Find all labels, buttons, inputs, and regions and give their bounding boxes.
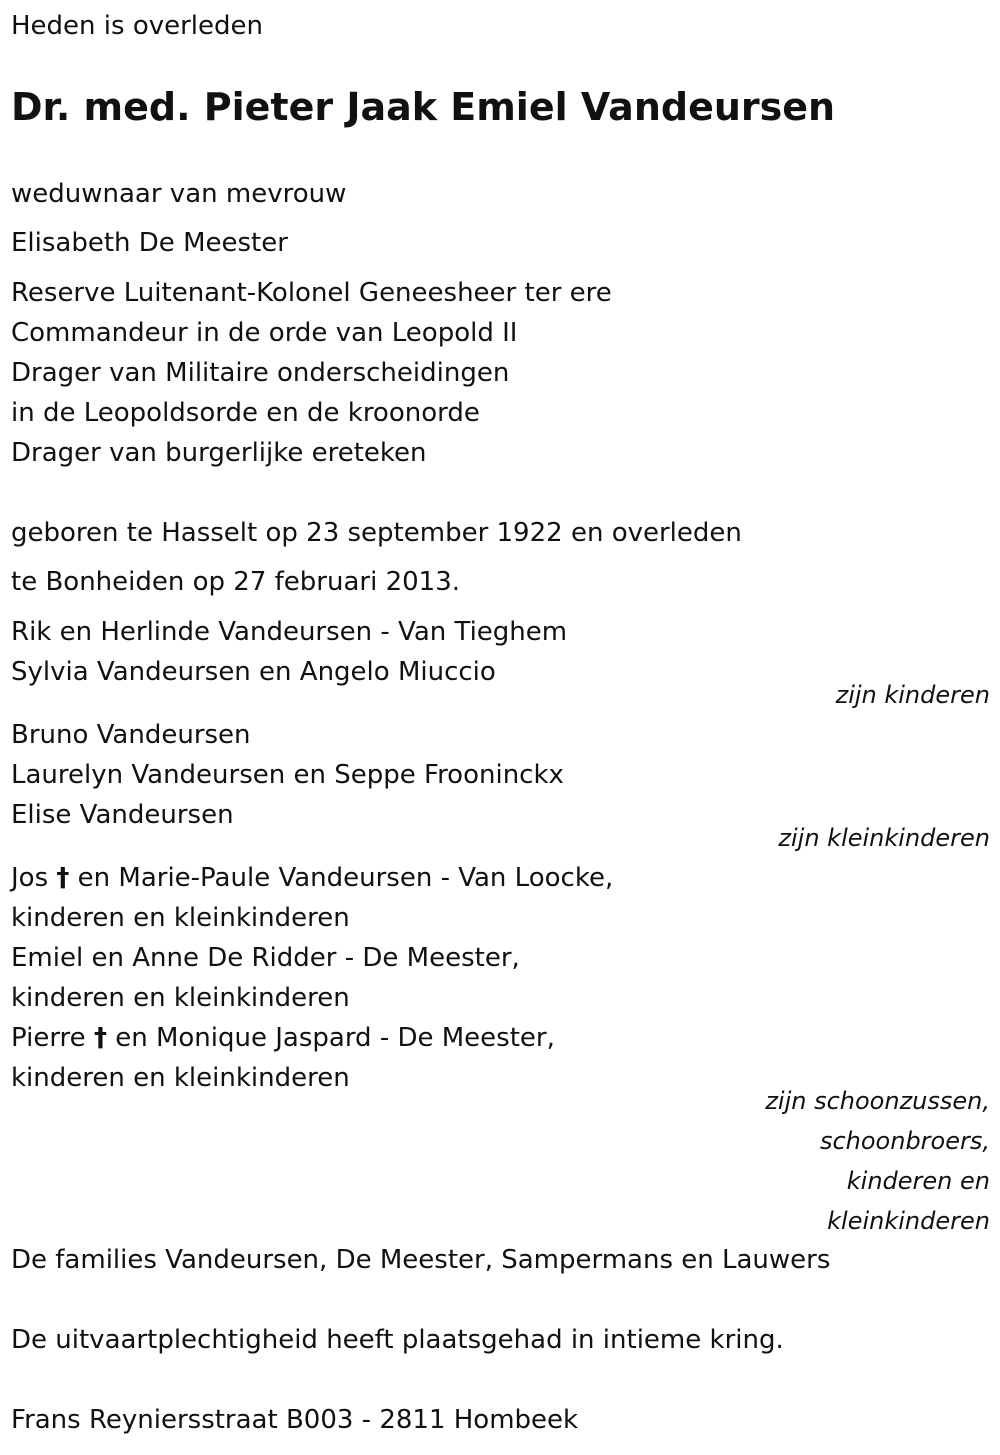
- grandchild-name-1: Bruno Vandeursen: [11, 720, 251, 750]
- birth-death-line-2: te Bonheiden op 27 februari 2013.: [11, 567, 461, 597]
- in-laws-label-2: schoonbroers,: [819, 1127, 990, 1155]
- in-laws-label-3: kinderen en: [846, 1167, 990, 1195]
- in-laws-label-1: zijn schoonzussen,: [765, 1087, 990, 1115]
- in-law-line-1: [11, 858, 613, 898]
- child-name-1: Rik en Herlinde Vandeursen - Van Tieghem: [11, 617, 568, 647]
- in-law-name-rest-5: en Monique Jaspard - De Meester,: [106, 1023, 555, 1053]
- title-line-2: Commandeur in de orde van Leopold II: [11, 318, 518, 348]
- funeral-note: De uitvaartplechtigheid heeft plaatsgehad in intieme kring.: [11, 1325, 784, 1355]
- address: Frans Reyniersstraat B003 - 2811 Hombeek: [11, 1405, 579, 1435]
- in-laws-label-4: kleinkinderen: [827, 1207, 990, 1235]
- title-line-3: Drager van Militaire onderscheidingen: [11, 358, 510, 388]
- cross-icon: †: [93, 1023, 107, 1053]
- grandchild-name-3: Elise Vandeursen: [11, 800, 234, 830]
- spouse-name: Elisabeth De Meester: [11, 228, 288, 258]
- spouse-label: weduwnaar van mevrouw: [11, 179, 347, 209]
- in-law-line-4: kinderen en kleinkinderen: [11, 983, 350, 1013]
- intro-text: Heden is overleden: [11, 11, 264, 41]
- grandchild-name-2: Laurelyn Vandeursen en Seppe Frooninckx: [11, 760, 564, 790]
- child-name-2: Sylvia Vandeursen en Angelo Miuccio: [11, 657, 496, 687]
- cross-icon: †: [56, 863, 70, 893]
- grandchildren-label: zijn kleinkinderen: [778, 824, 990, 852]
- birth-death-line-1: geboren te Hasselt op 23 september 1922 en overleden: [11, 518, 742, 548]
- in-law-line-2: kinderen en kleinkinderen: [11, 903, 350, 933]
- title-line-5: Drager van burgerlijke ereteken: [11, 438, 427, 468]
- title-line-1: Reserve Luitenant-Kolonel Geneesheer ter ere: [11, 278, 612, 308]
- in-law-line-5: [11, 1018, 555, 1058]
- children-label: zijn kinderen: [835, 681, 990, 709]
- title-line-4: in de Leopoldsorde en de kroonorde: [11, 398, 480, 428]
- in-law-line-6: kinderen en kleinkinderen: [11, 1063, 350, 1093]
- in-law-name-pierre: Pierre: [11, 1023, 94, 1053]
- in-law-line-3: Emiel en Anne De Ridder - De Meester,: [11, 943, 520, 973]
- in-law-name-jos: Jos: [11, 863, 57, 893]
- in-law-name-rest-1: en Marie-Paule Vandeursen - Van Loocke,: [69, 863, 614, 893]
- deceased-name: Dr. med. Pieter Jaak Emiel Vandeursen: [11, 85, 836, 129]
- families-line: De families Vandeursen, De Meester, Sampermans en Lauwers: [11, 1245, 831, 1275]
